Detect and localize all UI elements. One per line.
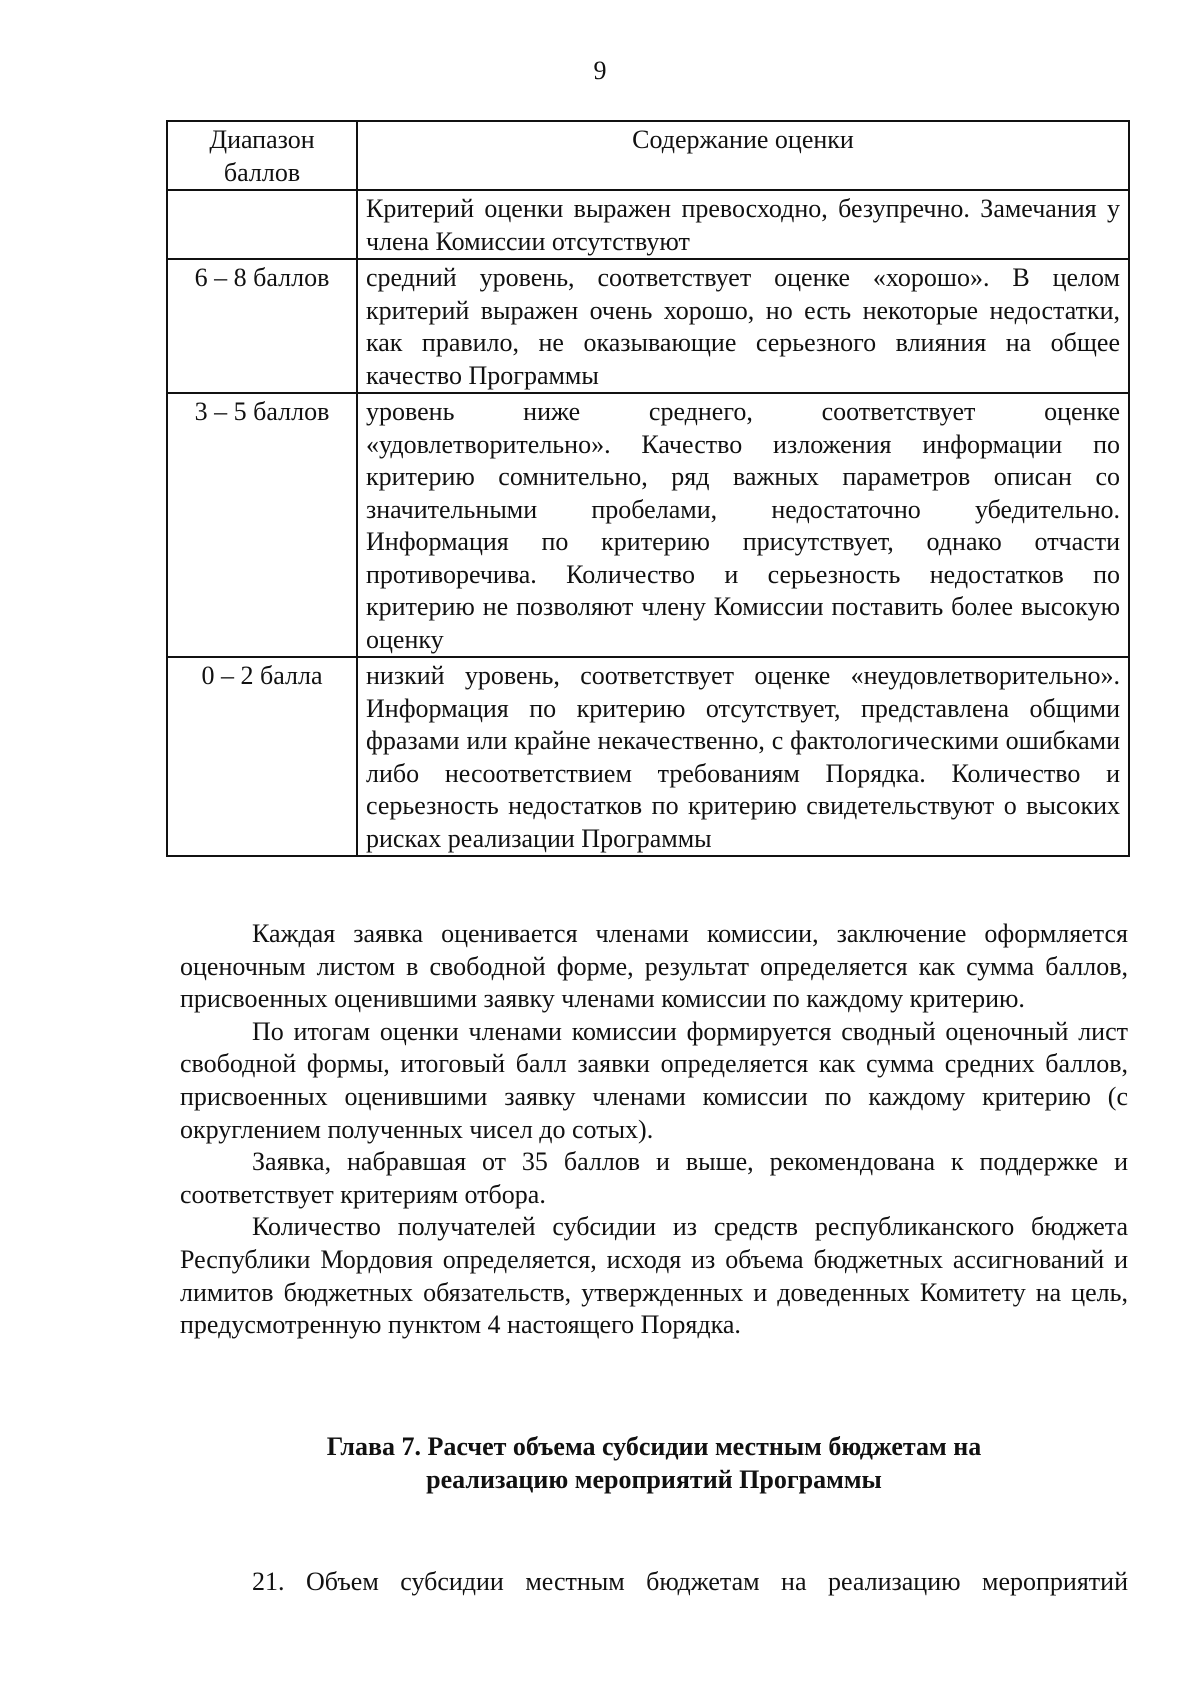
table-row xyxy=(167,190,1129,259)
chapter-title xyxy=(180,1430,1128,1496)
table-row xyxy=(167,657,1129,856)
chapter-title-line: Глава 7. Расчет объема субсидии местным бюджетам на xyxy=(326,1432,982,1461)
table-header-row xyxy=(167,121,1129,190)
paragraph: Заявка, набравшая от 35 баллов и выше, рекомендована к поддержке и соответствует критериям отбора. xyxy=(180,1147,1128,1209)
range-cell: 6 – 8 баллов xyxy=(167,259,357,393)
range-cell: 0 – 2 балла xyxy=(167,657,357,856)
score-table xyxy=(166,120,1130,857)
content-cell: уровень ниже среднего, соответствует оценке «удовлетворительно». Качество изложения информации по критерию сомнительно, ряд важных параметров описан со значительными пробелами, недостаточно убедительно. Информация по критерию присутствует, однако отчасти противоречива. Количество и серьезность недостатков по критерию не позволяют члену Комиссии поставить более высокую оценку xyxy=(357,393,1129,657)
paragraph: Количество получателей субсидии из средств республиканского бюджета Республики Мордовия определяется, исходя из объема бюджетных ассигнований и лимитов бюджетных обязательств, утвержденных и доведенных Комитету на цель, предусмотренную пунктом 4 настоящего Порядка. xyxy=(180,1212,1128,1340)
table-row xyxy=(167,393,1129,657)
content-cell: низкий уровень, соответствует оценке «неудовлетворительно». Информация по критерию отсутствует, представлена общими фразами или крайне некачественно, с фактологическими ошибками либо несоответствием требованиям Порядка. Количество и серьезность недостатков по критерию свидетельствуют о высоких рисках реализации Программы xyxy=(357,657,1129,856)
paragraph: Каждая заявка оценивается членами комиссии, заключение оформляется оценочным листом в свободной форме, результат определяется как сумма баллов, присвоенных оценившими заявку членами комиссии по каждому критерию. xyxy=(180,919,1128,1014)
header-range: Диапазон баллов xyxy=(167,121,357,190)
chapter-title-line: реализацию мероприятий Программы xyxy=(426,1465,882,1494)
page-number: 9 xyxy=(593,56,607,85)
paragraph: По итогам оценки членами комиссии формируется сводный оценочный лист свободной формы, итоговый балл заявки определяется как сумма средних баллов, присвоенных оценившими заявку членами комиссии по каждому критерию (с округлением полученных чисел до сотых). xyxy=(180,1016,1128,1144)
content-cell: Критерий оценки выражен превосходно, безупречно. Замечания у члена Комиссии отсутствуют xyxy=(357,190,1129,259)
content-cell: средний уровень, соответствует оценке «хорошо». В целом критерий выражен очень хорошо, но есть некоторые недостатки, как правило, не оказывающие серьезного влияния на общее качество Программы xyxy=(357,259,1129,393)
item-21-text: 21. Объем субсидии местным бюджетам на реализацию мероприятий xyxy=(252,1567,1128,1596)
body-text xyxy=(180,918,1128,1342)
header-content: Содержание оценки xyxy=(357,121,1129,190)
range-cell: 3 – 5 баллов xyxy=(167,393,357,657)
range-cell xyxy=(167,190,357,259)
table-row xyxy=(167,259,1129,393)
